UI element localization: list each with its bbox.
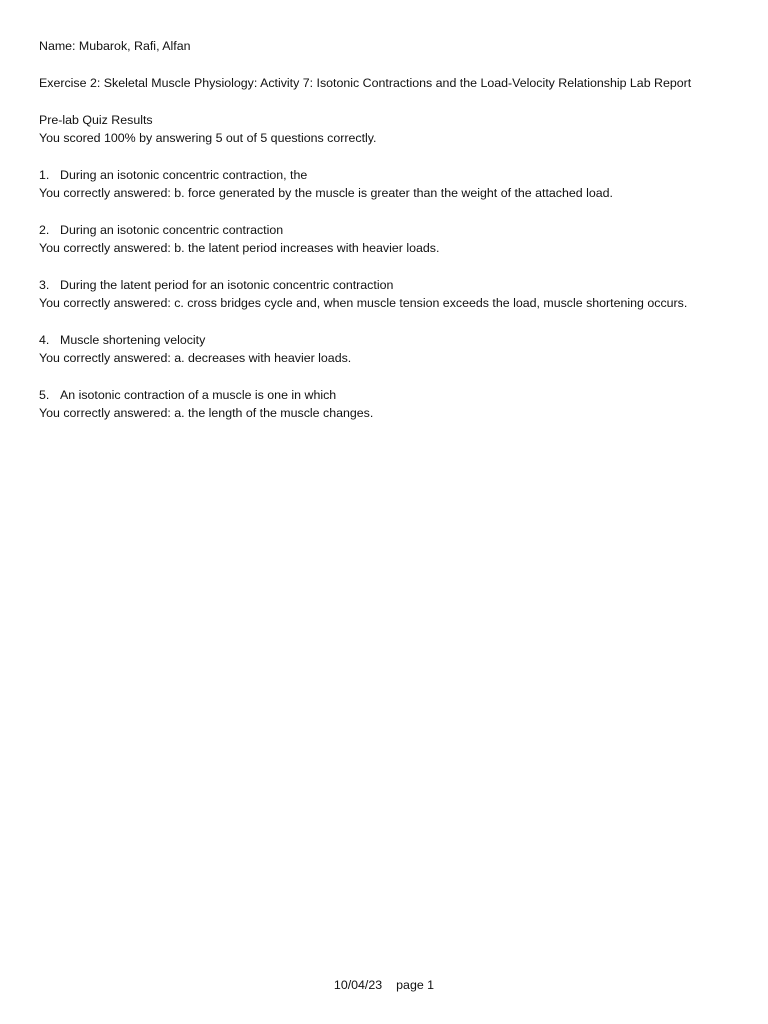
- question-number: 1.: [39, 168, 50, 182]
- question-prompt: An isotonic contraction of a muscle is one in which: [60, 388, 337, 402]
- question-text: [39, 166, 739, 184]
- question-prompt: During an isotonic concentric contraction: [60, 223, 284, 237]
- question-prompt: Muscle shortening velocity: [60, 333, 206, 347]
- report-page: [39, 37, 739, 441]
- report-title: Exercise 2: Skeletal Muscle Physiology: Activity 7: Isotonic Contractions and the Load-Velocity Relationship Lab Report: [39, 76, 692, 90]
- question-item: [39, 386, 739, 422]
- question-number: 5.: [39, 388, 50, 402]
- quiz-summary: [39, 111, 739, 147]
- question-answer: You correctly answered: a. the length of the muscle changes.: [39, 406, 374, 420]
- question-answer: You correctly answered: b. the latent period increases with heavier loads.: [39, 241, 440, 255]
- question-item: [39, 276, 739, 312]
- quiz-score: You scored 100% by answering 5 out of 5 questions correctly.: [39, 131, 377, 145]
- quiz-heading: Pre-lab Quiz Results: [39, 113, 153, 127]
- footer-page-number: page 1: [396, 978, 435, 992]
- question-answer: You correctly answered: c. cross bridges cycle and, when muscle tension exceeds the load, muscle shortening occurs.: [39, 296, 688, 310]
- question-text: [39, 276, 739, 294]
- question-item: [39, 331, 739, 367]
- question-prompt: During the latent period for an isotonic concentric contraction: [60, 278, 394, 292]
- question-answer: You correctly answered: b. force generated by the muscle is greater than the weight of the attached load.: [39, 186, 613, 200]
- student-name: Name: Mubarok, Rafi, Alfan: [39, 39, 191, 53]
- question-number: 2.: [39, 223, 50, 237]
- question-prompt: During an isotonic concentric contraction, the: [60, 168, 308, 182]
- question-text: [39, 221, 739, 239]
- question-number: 4.: [39, 333, 50, 347]
- question-text: [39, 331, 739, 349]
- question-number: 3.: [39, 278, 50, 292]
- question-answer: You correctly answered: a. decreases with heavier loads.: [39, 351, 352, 365]
- question-item: [39, 221, 739, 257]
- question-item: [39, 166, 739, 202]
- page-footer: [0, 976, 768, 994]
- footer-date: 10/04/23: [333, 978, 383, 992]
- question-text: [39, 386, 739, 404]
